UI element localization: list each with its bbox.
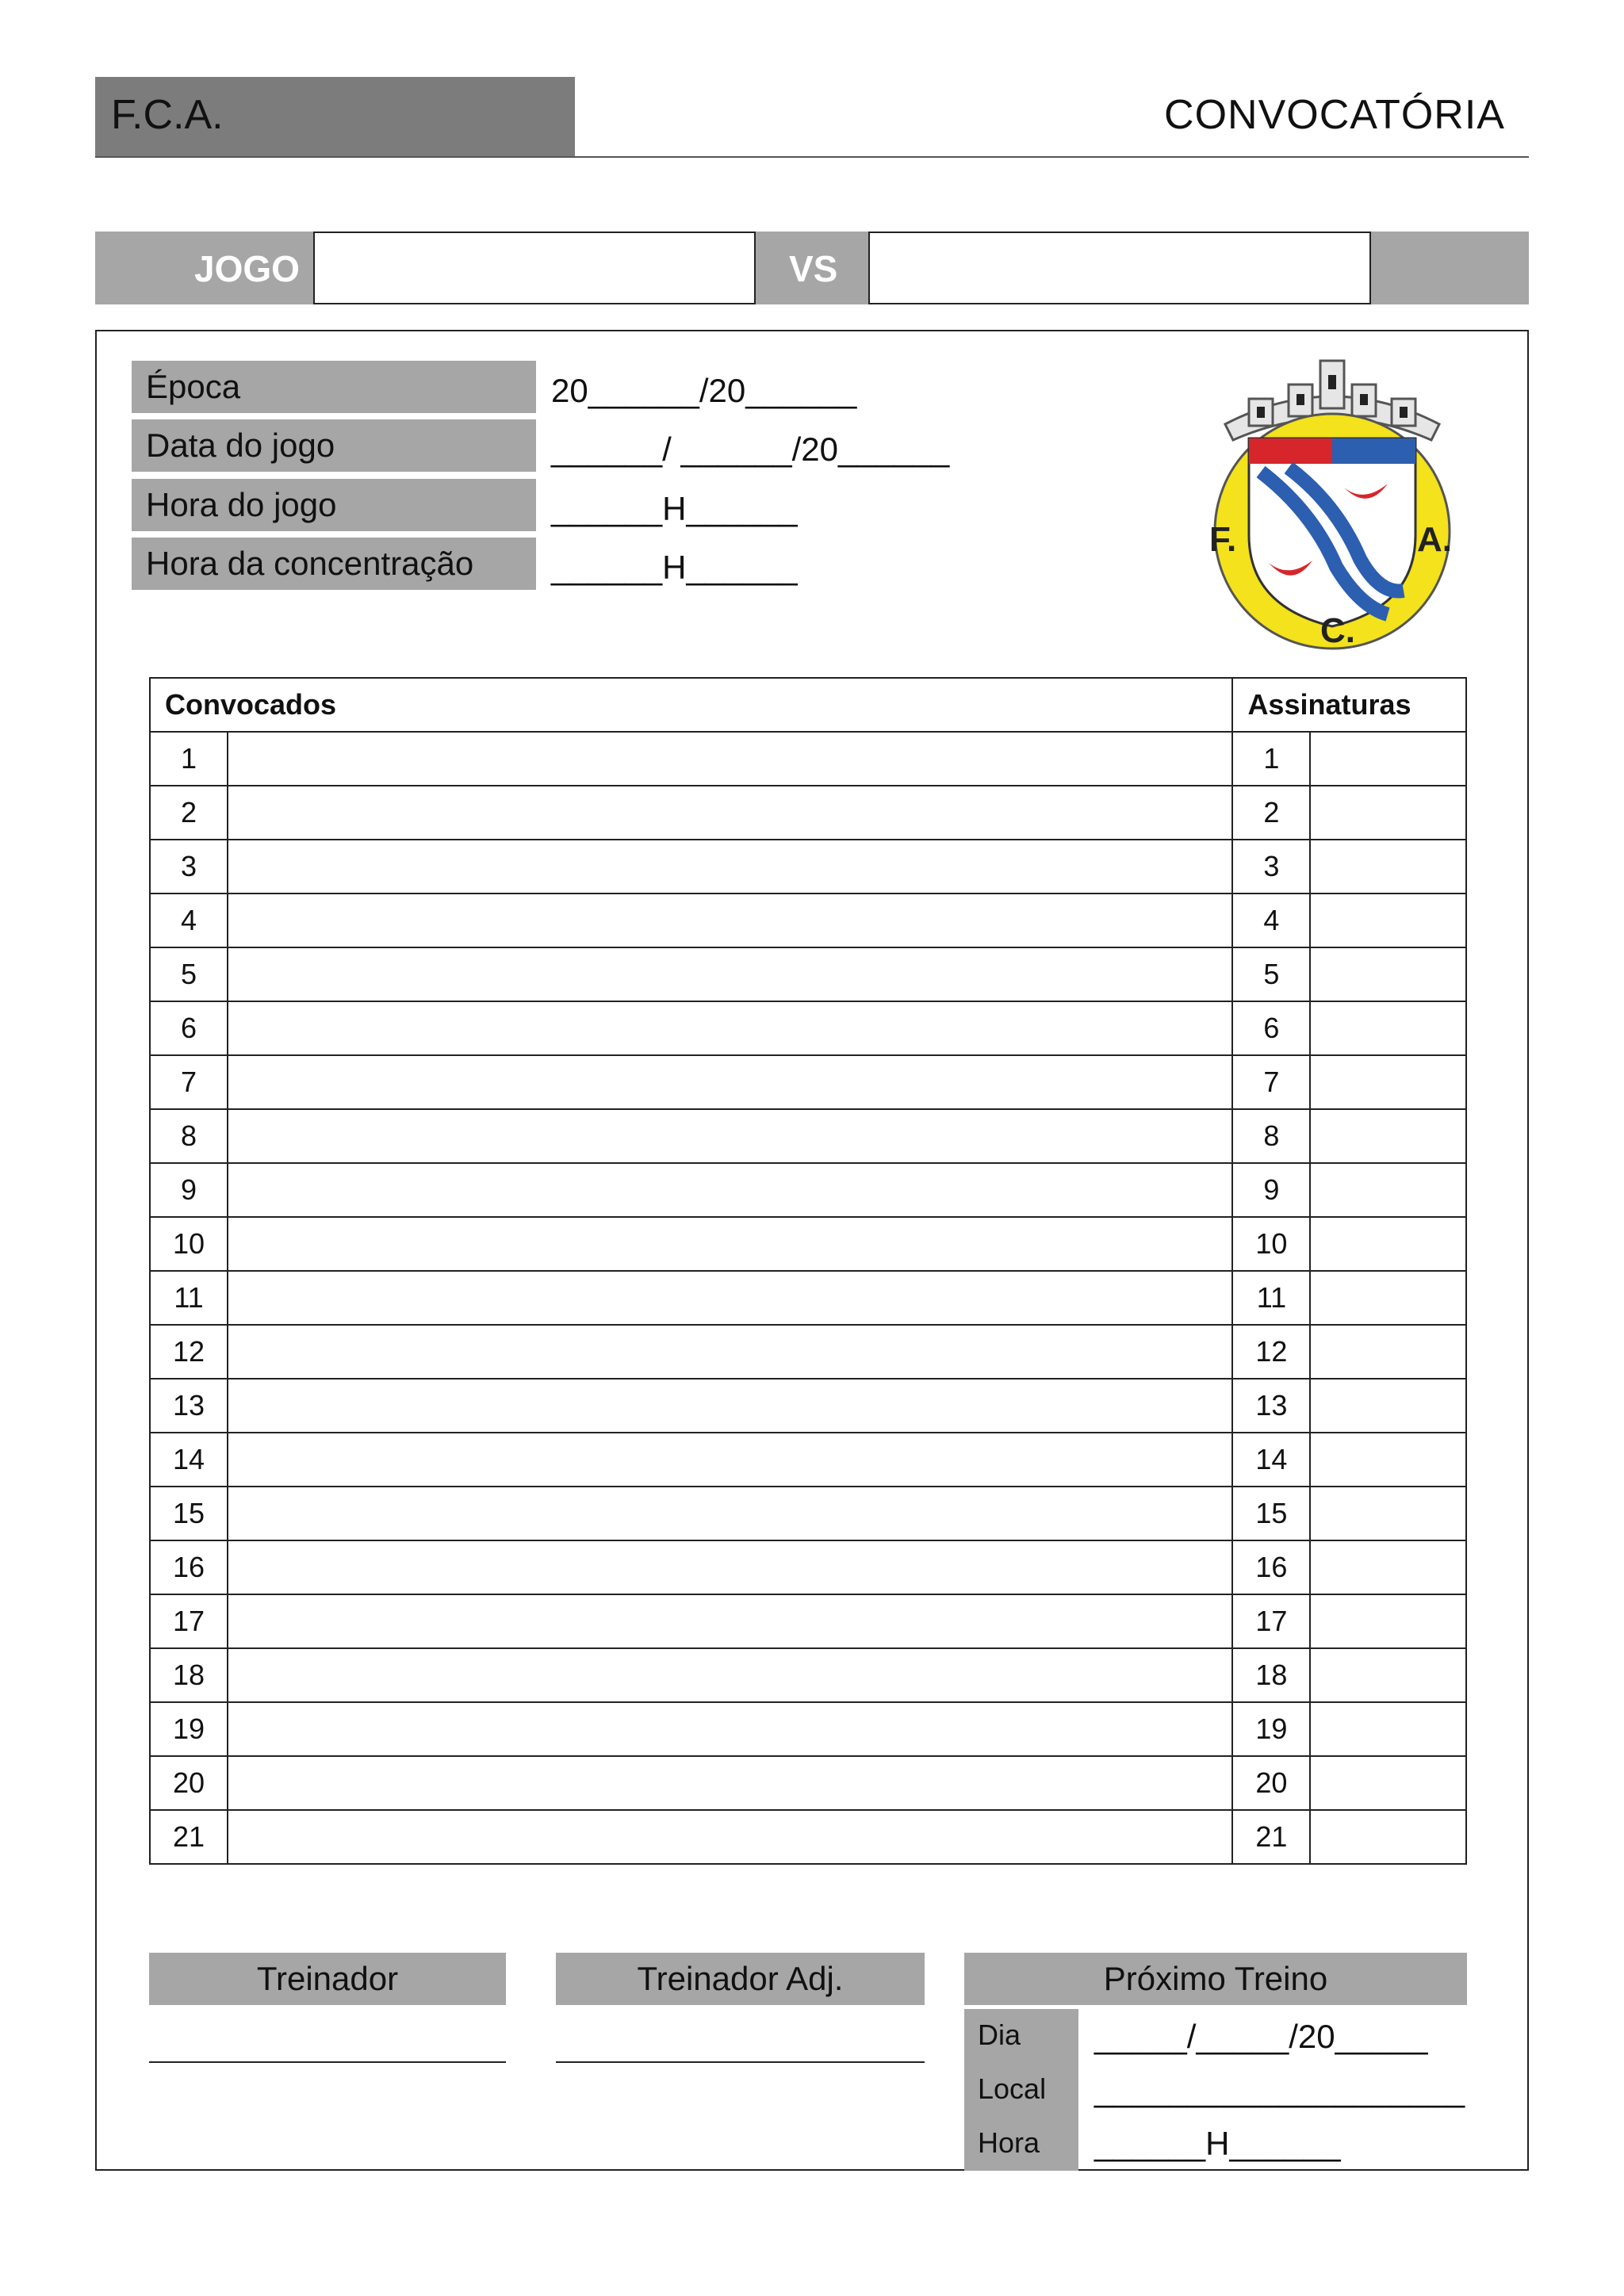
crest-letter-c: C. — [1320, 611, 1355, 650]
convocado-number: 19 — [150, 1702, 228, 1756]
convocado-number: 6 — [150, 1001, 228, 1055]
convocado-number: 21 — [150, 1810, 228, 1864]
assinatura-signature-cell[interactable] — [1310, 1540, 1466, 1594]
convocado-number: 10 — [150, 1217, 228, 1271]
hora-jogo-value[interactable]: ______H______ — [551, 490, 798, 527]
assinatura-number: 9 — [1232, 1163, 1310, 1217]
assinatura-number: 6 — [1232, 1001, 1310, 1055]
table-row — [150, 1217, 1466, 1271]
hora-concentracao-label: Hora da concentração — [132, 538, 536, 590]
assinatura-signature-cell[interactable] — [1310, 1217, 1466, 1271]
team-a-field[interactable] — [313, 232, 756, 304]
convocado-name-cell[interactable] — [228, 1001, 1232, 1055]
convocado-name-cell[interactable] — [228, 894, 1232, 947]
convocado-name-cell[interactable] — [228, 1325, 1232, 1379]
table-row — [150, 840, 1466, 894]
hora-jogo-label: Hora do jogo — [132, 479, 536, 531]
assinatura-number: 21 — [1232, 1810, 1310, 1864]
convocado-number: 1 — [150, 732, 228, 786]
convocado-name-cell[interactable] — [228, 732, 1232, 786]
team-b-field[interactable] — [868, 232, 1371, 304]
assinatura-signature-cell[interactable] — [1310, 1648, 1466, 1702]
assinatura-signature-cell[interactable] — [1310, 947, 1466, 1001]
convocado-number: 15 — [150, 1487, 228, 1540]
assinatura-signature-cell[interactable] — [1310, 1379, 1466, 1433]
convocado-number: 16 — [150, 1540, 228, 1594]
epoca-label: Época — [132, 361, 536, 413]
assinatura-signature-cell[interactable] — [1310, 1163, 1466, 1217]
table-row — [150, 1810, 1466, 1864]
assinatura-number: 16 — [1232, 1540, 1310, 1594]
assinatura-signature-cell[interactable] — [1310, 840, 1466, 894]
document-title: CONVOCATÓRIA — [1164, 92, 1505, 138]
data-jogo-value[interactable]: ______/ ______/20______ — [551, 430, 950, 468]
convocado-name-cell[interactable] — [228, 1487, 1232, 1540]
table-row — [150, 1379, 1466, 1433]
hora-concentracao-value[interactable]: ______H______ — [551, 549, 798, 586]
local-label: Local — [978, 2072, 1047, 2105]
convocado-name-cell[interactable] — [228, 1109, 1232, 1163]
assinatura-number: 8 — [1232, 1109, 1310, 1163]
assinatura-number: 11 — [1232, 1271, 1310, 1325]
assinatura-number: 20 — [1232, 1756, 1310, 1810]
assinatura-number: 4 — [1232, 894, 1310, 947]
table-row — [150, 1648, 1466, 1702]
table-row — [150, 1594, 1466, 1648]
convocado-number: 11 — [150, 1271, 228, 1325]
convocado-name-cell[interactable] — [228, 1271, 1232, 1325]
convocado-number: 18 — [150, 1648, 228, 1702]
hora-value[interactable]: ______H______ — [1094, 2125, 1341, 2162]
convocado-number: 7 — [150, 1055, 228, 1109]
assinatura-signature-cell[interactable] — [1310, 1702, 1466, 1756]
convocado-name-cell[interactable] — [228, 1648, 1232, 1702]
local-value[interactable]: ____________________ — [1094, 2071, 1465, 2108]
assinatura-signature-cell[interactable] — [1310, 1487, 1466, 1540]
dia-value[interactable]: _____/_____/20_____ — [1094, 2018, 1428, 2055]
treinador-adj-signature-line[interactable] — [556, 2061, 925, 2063]
assinatura-signature-cell[interactable] — [1310, 1109, 1466, 1163]
assinatura-signature-cell[interactable] — [1310, 1756, 1466, 1810]
convocado-number: 14 — [150, 1433, 228, 1487]
convocado-name-cell[interactable] — [228, 1810, 1232, 1864]
convocado-name-cell[interactable] — [228, 1379, 1232, 1433]
assinatura-signature-cell[interactable] — [1310, 786, 1466, 840]
convocado-name-cell[interactable] — [228, 947, 1232, 1001]
assinatura-number: 15 — [1232, 1487, 1310, 1540]
assinatura-signature-cell[interactable] — [1310, 1001, 1466, 1055]
convocado-number: 5 — [150, 947, 228, 1001]
proximo-treino-title: Próximo Treino — [964, 1953, 1467, 2005]
assinatura-number: 7 — [1232, 1055, 1310, 1109]
crest-letter-a: A. — [1417, 520, 1452, 559]
convocado-number: 9 — [150, 1163, 228, 1217]
convocado-name-cell[interactable] — [228, 1756, 1232, 1810]
table-row — [150, 1702, 1466, 1756]
assinatura-signature-cell[interactable] — [1310, 1055, 1466, 1109]
table-row — [150, 1756, 1466, 1810]
convocado-name-cell[interactable] — [228, 1217, 1232, 1271]
crest-letter-f: F. — [1209, 520, 1237, 559]
assinatura-number: 1 — [1232, 732, 1310, 786]
club-crest-logo — [1201, 353, 1463, 650]
table-header-row — [150, 678, 1466, 732]
roster-table — [149, 677, 1467, 1865]
assinatura-number: 14 — [1232, 1433, 1310, 1487]
treinador-signature-line[interactable] — [149, 2061, 506, 2063]
table-row — [150, 1271, 1466, 1325]
convocado-name-cell[interactable] — [228, 1055, 1232, 1109]
table-row — [150, 1325, 1466, 1379]
table-row — [150, 1540, 1466, 1594]
table-row — [150, 1109, 1466, 1163]
assinatura-signature-cell[interactable] — [1310, 894, 1466, 947]
convocado-number: 3 — [150, 840, 228, 894]
assinatura-signature-cell[interactable] — [1310, 1271, 1466, 1325]
dia-label: Dia — [978, 2019, 1021, 2051]
assinatura-signature-cell[interactable] — [1310, 1325, 1466, 1379]
treinador-adj-label: Treinador Adj. — [556, 1953, 925, 2005]
header-underline — [95, 156, 1529, 158]
club-abbreviation: F.C.A. — [111, 92, 224, 138]
roster-body — [150, 732, 1466, 1864]
assinatura-number: 17 — [1232, 1594, 1310, 1648]
convocado-number: 20 — [150, 1756, 228, 1810]
assinatura-signature-cell[interactable] — [1310, 732, 1466, 786]
assinatura-number: 12 — [1232, 1325, 1310, 1379]
hora-label: Hora — [978, 2126, 1040, 2159]
table-row — [150, 1433, 1466, 1487]
table-row — [150, 732, 1466, 786]
convocado-number: 12 — [150, 1325, 228, 1379]
convocado-name-cell[interactable] — [228, 1433, 1232, 1487]
convocado-number: 17 — [150, 1594, 228, 1648]
convocado-name-cell[interactable] — [228, 786, 1232, 840]
convocado-name-cell[interactable] — [228, 1163, 1232, 1217]
convocado-number: 13 — [150, 1379, 228, 1433]
assinaturas-header: Assinaturas — [1232, 678, 1466, 732]
table-row — [150, 894, 1466, 947]
convocado-name-cell[interactable] — [228, 1540, 1232, 1594]
treinador-label: Treinador — [149, 1953, 506, 2005]
convocado-number: 2 — [150, 786, 228, 840]
assinatura-number: 18 — [1232, 1648, 1310, 1702]
vs-label: VS — [789, 248, 838, 289]
assinatura-number: 2 — [1232, 786, 1310, 840]
table-row — [150, 1487, 1466, 1540]
table-row — [150, 786, 1466, 840]
convocado-number: 4 — [150, 894, 228, 947]
assinatura-number: 3 — [1232, 840, 1310, 894]
table-row — [150, 1055, 1466, 1109]
assinatura-number: 5 — [1232, 947, 1310, 1001]
assinatura-number: 13 — [1232, 1379, 1310, 1433]
convocado-name-cell[interactable] — [228, 1594, 1232, 1648]
jogo-label: JOGO — [194, 248, 300, 289]
assinatura-number: 19 — [1232, 1702, 1310, 1756]
epoca-value[interactable]: 20______/20______ — [551, 372, 857, 409]
convocados-header: Convocados — [150, 678, 1232, 732]
table-row — [150, 1001, 1466, 1055]
convocado-name-cell[interactable] — [228, 1702, 1232, 1756]
assinatura-number: 10 — [1232, 1217, 1310, 1271]
assinatura-signature-cell[interactable] — [1310, 1810, 1466, 1864]
table-row — [150, 947, 1466, 1001]
convocado-number: 8 — [150, 1109, 228, 1163]
assinatura-signature-cell[interactable] — [1310, 1594, 1466, 1648]
convocado-name-cell[interactable] — [228, 840, 1232, 894]
data-jogo-label: Data do jogo — [132, 419, 536, 472]
table-row — [150, 1163, 1466, 1217]
assinatura-signature-cell[interactable] — [1310, 1433, 1466, 1487]
